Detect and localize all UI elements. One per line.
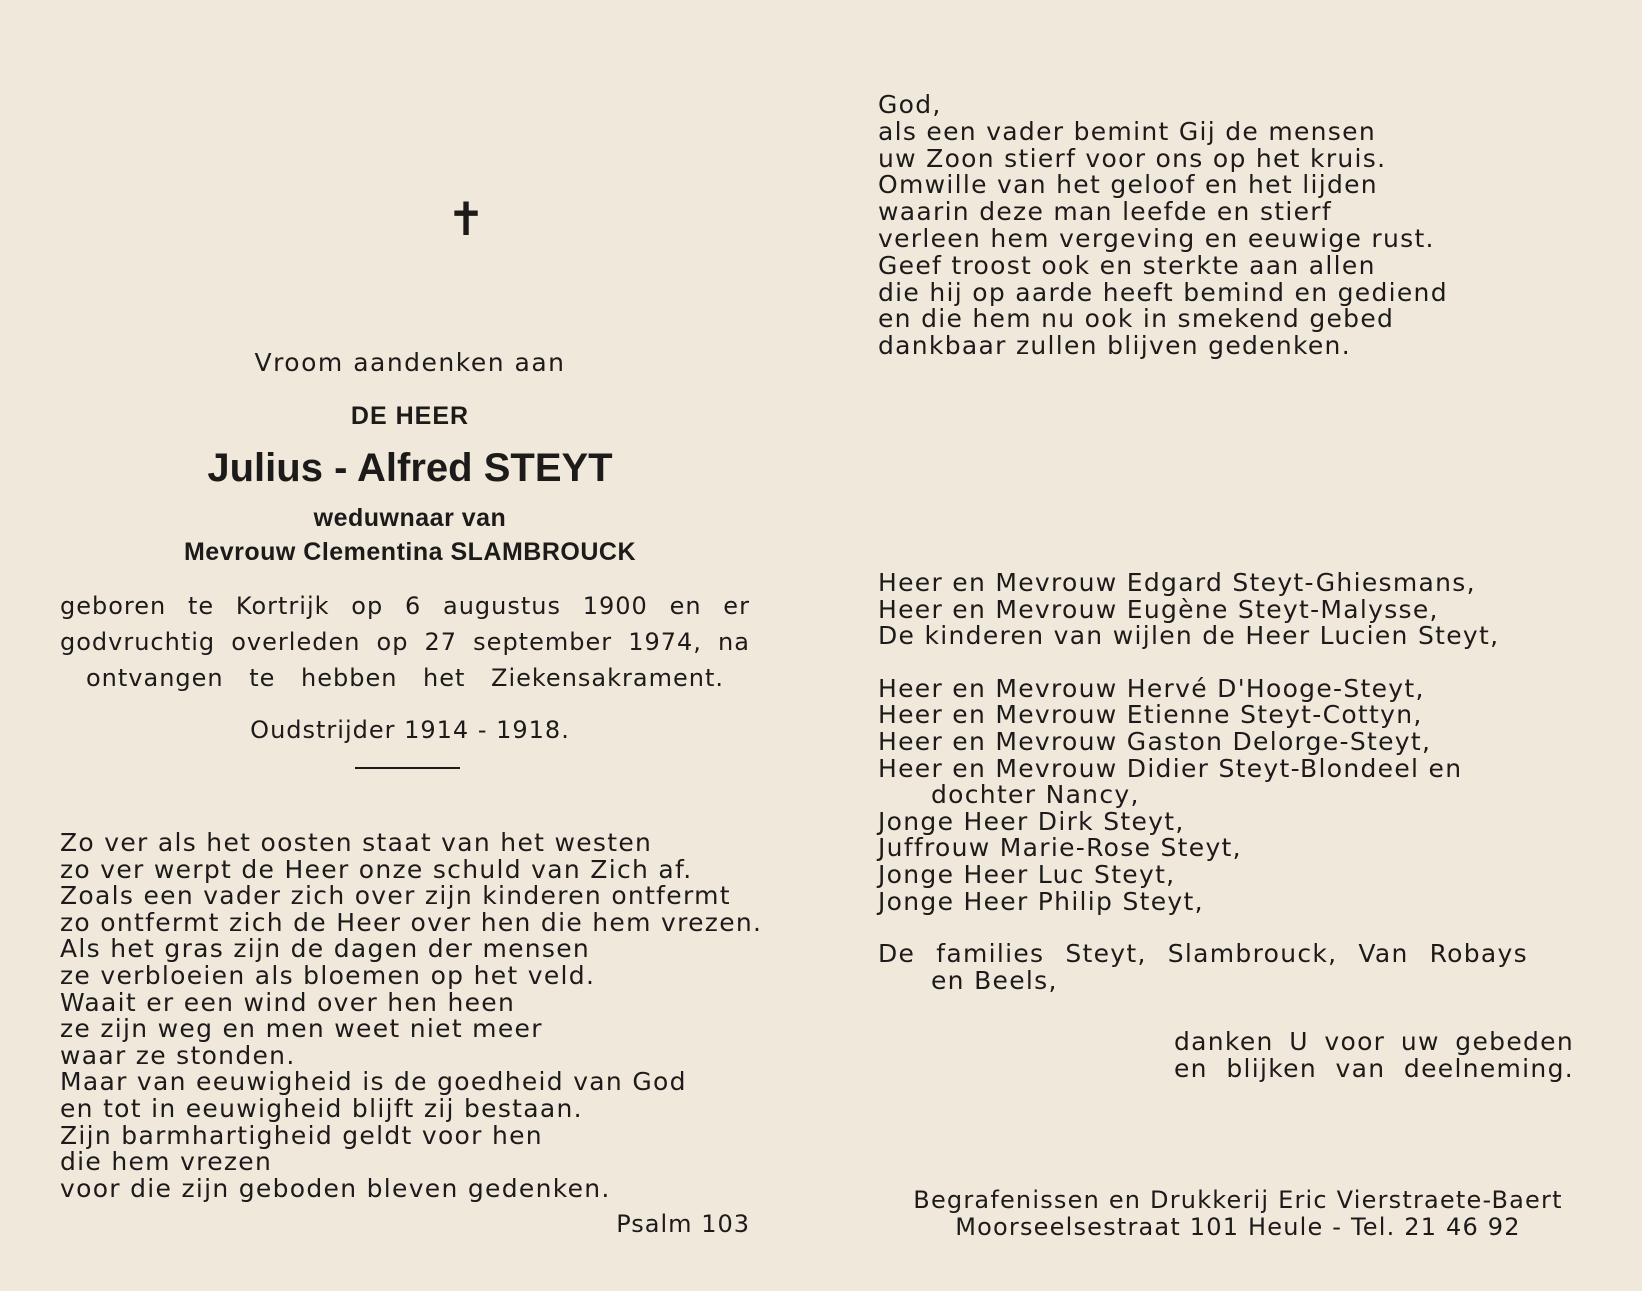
prayer-line: die hij op aarde heeft bemind en gediend: [878, 277, 1448, 307]
psalm-line: Waait er een wind over hen heen: [60, 987, 516, 1017]
prayer-text: [878, 92, 1448, 360]
printer-line: Moorseelsestraat 101 Heule - Tel. 21 46 92: [955, 1213, 1521, 1241]
printer-info: [878, 1187, 1598, 1241]
bio-line: ontvangen te hebben het Ziekensakrament.: [86, 664, 724, 692]
widower-of-text: weduwnaar van: [313, 504, 507, 532]
mourner-line: Heer en Mevrouw Eugène Steyt-Malysse,: [878, 594, 1439, 624]
cross-icon: ✝: [446, 192, 486, 246]
thanks-text: [1174, 1028, 1574, 1082]
psalm-line: Zijn barmhartigheid geldt voor hen: [60, 1120, 543, 1150]
prayer-line: waarin deze man leefde en stierf: [878, 197, 1332, 227]
mourner-line: Heer en Mevrouw Didier Steyt-Blondeel en: [878, 753, 1463, 783]
mourner-line: Heer en Mevrouw Hervé D'Hooge-Steyt,: [878, 673, 1425, 703]
psalm-line: Maar van eeuwigheid is de goedheid van God: [60, 1067, 687, 1097]
families-continued: en Beels,: [931, 965, 1058, 995]
psalm-line: ze verbloeien als bloemen op het veld.: [60, 960, 596, 990]
psalm-line: Als het gras zijn de dagen der mensen: [60, 934, 591, 964]
prayer-line: Geef troost ook en sterkte aan allen: [878, 250, 1376, 280]
honorific-title: DE HEER: [350, 402, 470, 430]
bio-line: godvruchtig overleden op 27 september 1974, na: [60, 628, 750, 656]
mourner-line: Jonge Heer Dirk Steyt,: [878, 806, 1185, 836]
psalm-line: zo ver werpt de Heer onze schuld van Zich af.: [60, 854, 693, 884]
spouse-name: Mevrouw Clementina SLAMBROUCK: [183, 538, 637, 566]
families-line: De families Steyt, Slambrouck, Van Robays: [878, 939, 1528, 969]
thanks-line: danken U voor uw gebeden: [1174, 1027, 1574, 1056]
prayer-line: en die hem nu ook in smekend gebed: [878, 304, 1395, 334]
mourner-line: Heer en Mevrouw Edgard Steyt-Ghiesmans,: [878, 568, 1476, 597]
psalm-text: [60, 828, 763, 1203]
prayer-line: dankbaar zullen blijven gedenken.: [878, 331, 1351, 361]
prayer-line: als een vader bemint Gij de mensen: [878, 116, 1376, 146]
mourner-line: Jonge Heer Philip Steyt,: [878, 886, 1204, 916]
prayer-line: Omwille van het geloof en het lijden: [878, 170, 1378, 200]
prayer-line: God,: [878, 90, 942, 119]
mourners-list: [878, 570, 1528, 994]
prayer-line: verleen hem vergeving en eeuwige rust.: [878, 223, 1435, 253]
bio-line: geboren te Kortrijk op 6 augustus 1900 en er: [60, 592, 750, 620]
mourner-line: Heer en Mevrouw Gaston Delorge-Steyt,: [878, 726, 1432, 756]
divider: [355, 767, 460, 769]
intro-text: Vroom aandenken aan: [254, 348, 566, 377]
psalm-line: die hem vrezen: [60, 1147, 273, 1177]
prayer-line: uw Zoon stierf voor ons op het kruis.: [878, 143, 1387, 173]
printer-line: Begrafenissen en Drukkerij Eric Vierstraete-Baert: [913, 1186, 1563, 1214]
psalm-line: en tot in eeuwigheid blijft zij bestaan.: [60, 1093, 583, 1123]
psalm-line: Zoals een vader zich over zijn kinderen ontfermt: [60, 881, 731, 911]
mourner-line: Heer en Mevrouw Etienne Steyt-Cottyn,: [878, 700, 1423, 730]
thanks-line: en blijken van deelneming.: [1174, 1054, 1574, 1083]
mourner-line: De kinderen van wijlen de Heer Lucien Steyt,: [878, 621, 1500, 651]
biography: [60, 588, 750, 696]
psalm-line: voor die zijn geboden bleven gedenken.: [60, 1173, 611, 1203]
psalm-reference: Psalm 103: [616, 1210, 750, 1238]
deceased-name: Julius - Alfred STEYT: [207, 446, 613, 490]
spacer: [878, 915, 1528, 941]
mourner-line: Juffrouw Marie-Rose Steyt,: [878, 833, 1242, 863]
mourner-line: dochter Nancy,: [931, 780, 1140, 810]
psalm-line: waar ze stonden.: [60, 1040, 296, 1070]
mourner-line: Jonge Heer Luc Steyt,: [878, 859, 1176, 889]
psalm-line: ze zijn weg en men weet niet meer: [60, 1014, 543, 1044]
veteran-text: Oudstrijder 1914 - 1918.: [250, 716, 570, 744]
psalm-line: Zo ver als het oosten staat van het westen: [60, 828, 653, 857]
psalm-line: zo ontfermt zich de Heer over hen die hem vrezen.: [60, 907, 763, 937]
spacer: [878, 650, 1528, 676]
